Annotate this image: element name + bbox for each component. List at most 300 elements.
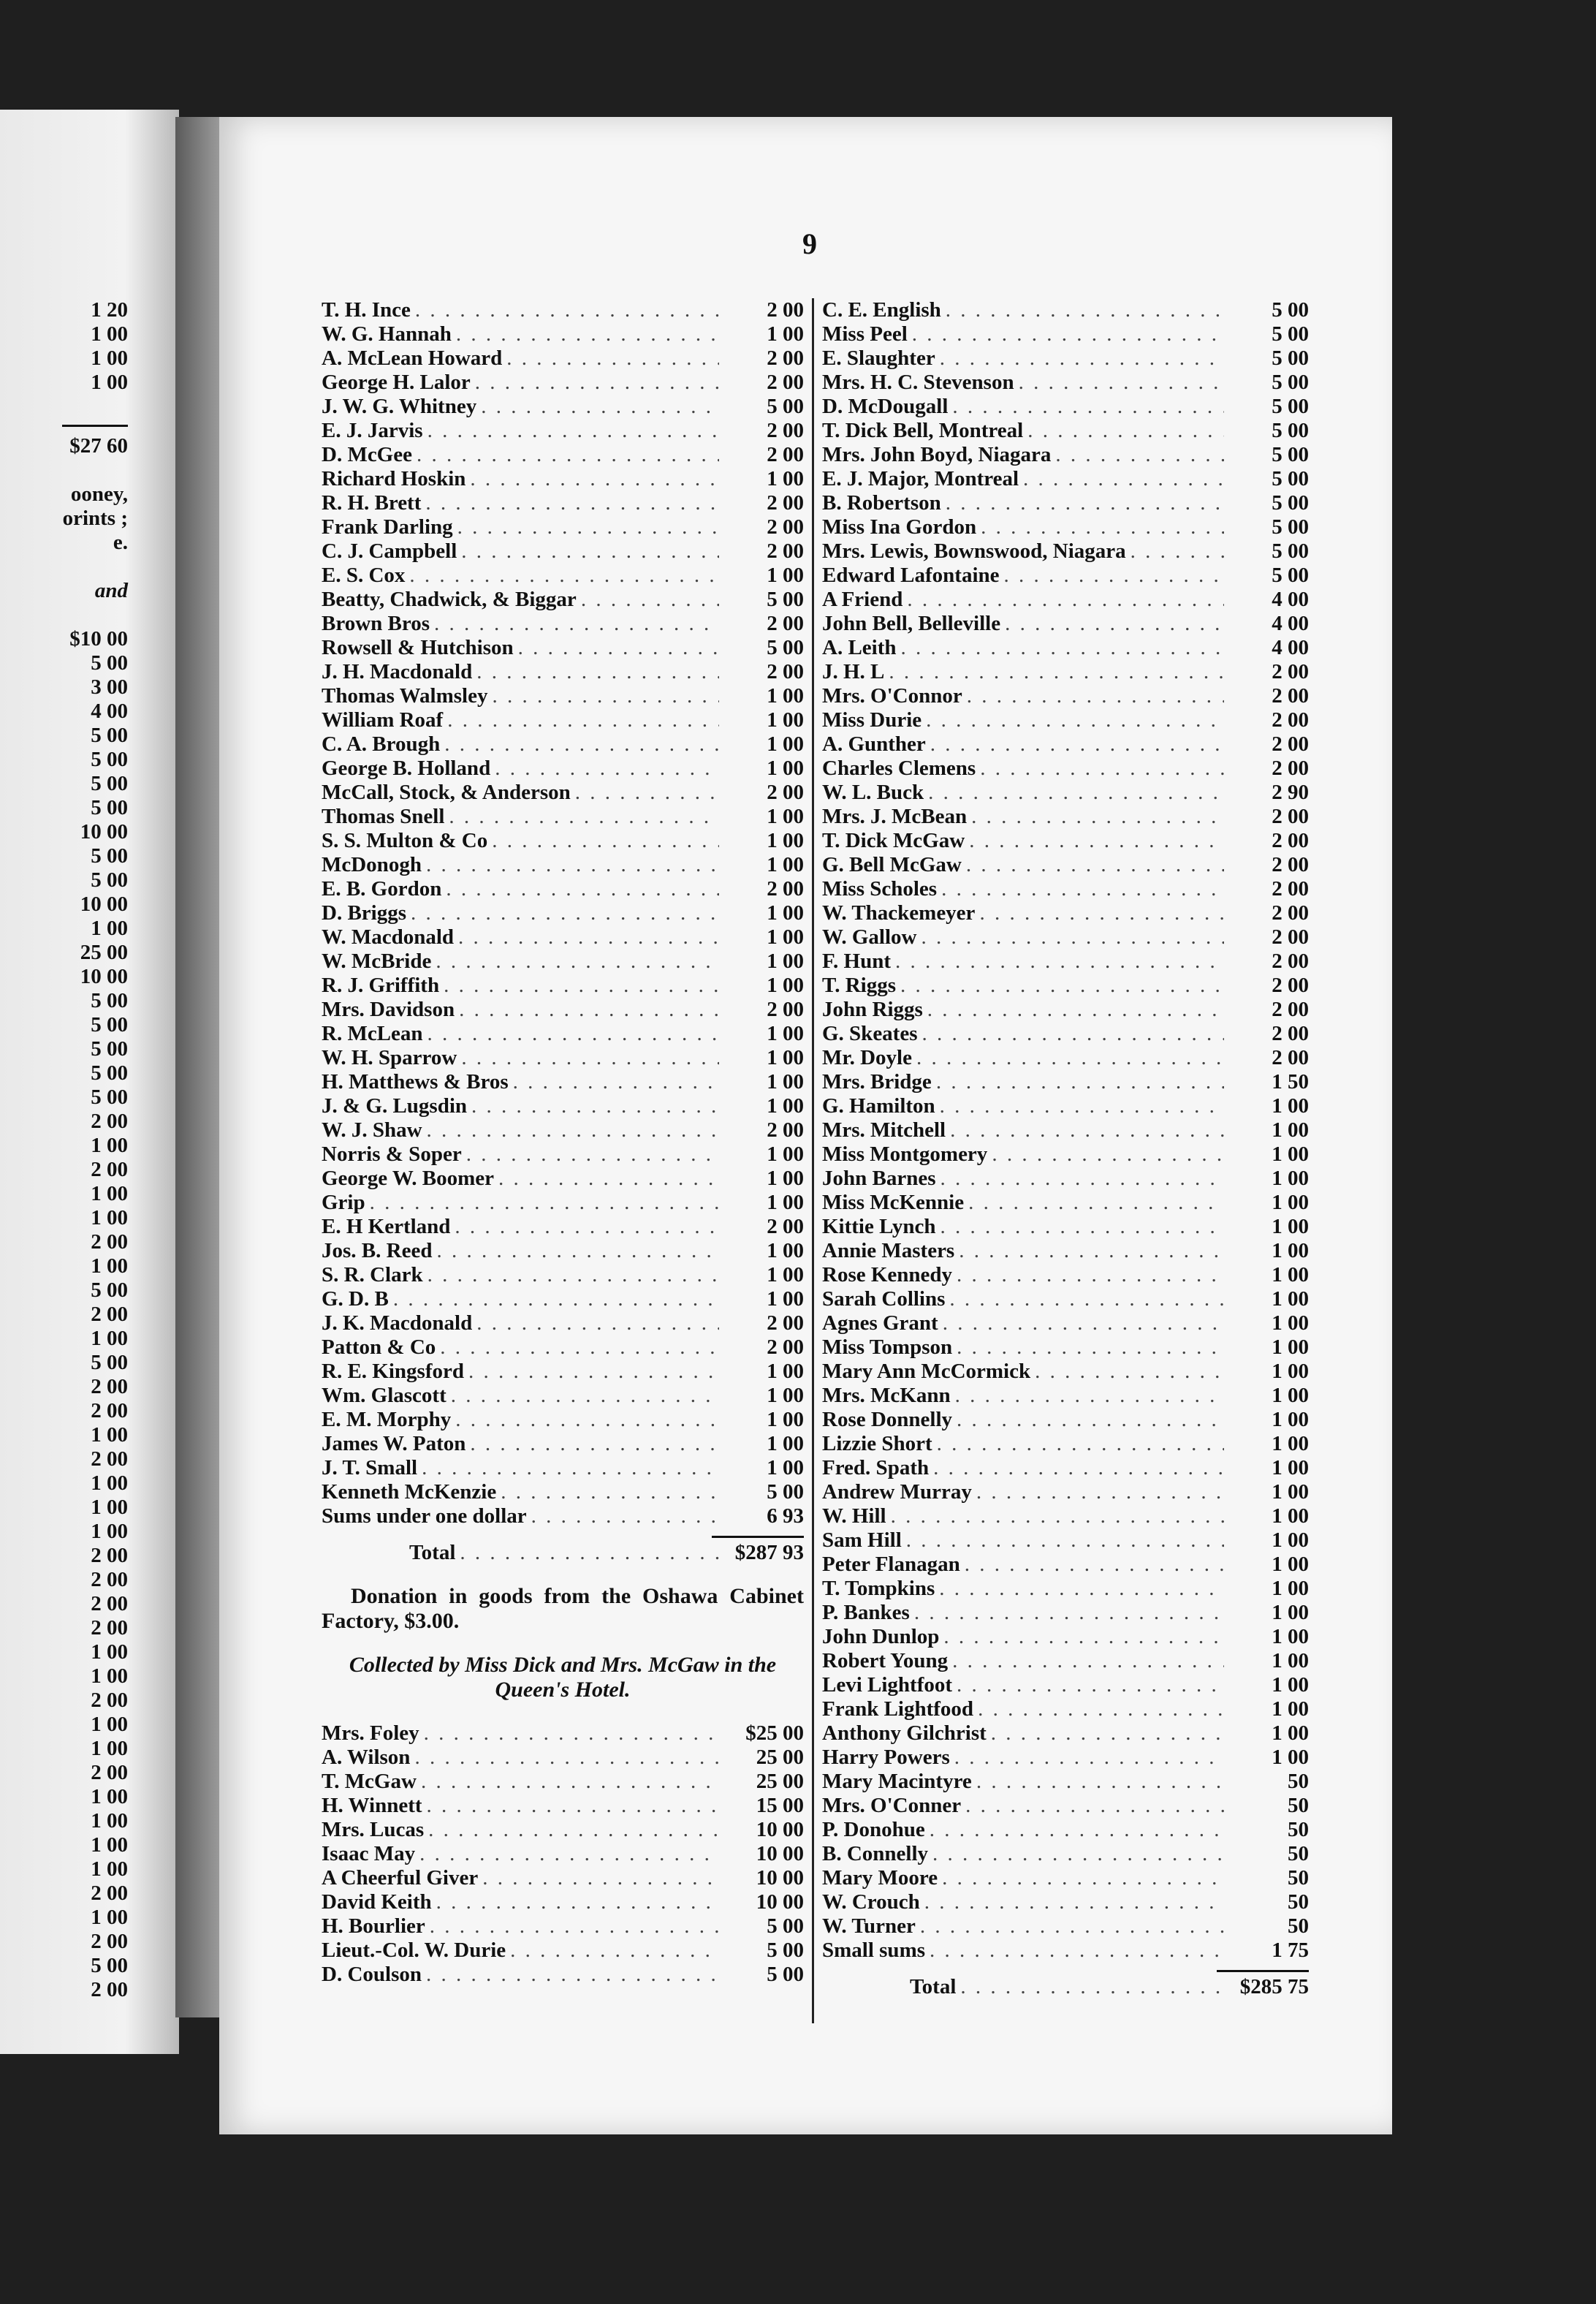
donation-amount: 1 00 — [767, 708, 804, 732]
donor-row — [322, 1480, 804, 1504]
donation-amount: 2 00 — [767, 877, 804, 901]
donor-name: Miss Ina Gordon — [822, 515, 977, 539]
donation-amount: 1 00 — [1272, 1094, 1309, 1118]
donor-name: G. Skeates — [822, 1022, 918, 1045]
donor-name: A. Wilson — [322, 1746, 411, 1769]
donation-amount: 5 00 — [1272, 539, 1309, 563]
donor-name: D. Briggs — [322, 901, 406, 925]
donor-row — [322, 1118, 804, 1142]
fragment-line: ooney, — [70, 482, 128, 506]
leader-dots — [460, 1541, 719, 1565]
donor-row — [322, 1046, 804, 1070]
leader-dots — [891, 1504, 1224, 1528]
donor-row — [822, 732, 1309, 757]
fragment-line: 5 00 — [91, 1085, 128, 1109]
donor-row — [322, 1939, 804, 1963]
leader-dots — [1035, 1360, 1224, 1384]
fragment-line: 2 00 — [91, 1544, 128, 1567]
leader-dots — [444, 732, 719, 757]
fragment-line: 2 00 — [91, 1399, 128, 1422]
leader-dots — [575, 781, 719, 805]
donation-amount: 50 — [1288, 1890, 1309, 1914]
leader-dots — [513, 1070, 719, 1094]
fragment-line: 5 00 — [91, 1061, 128, 1085]
donation-amount: 1 00 — [1272, 1360, 1309, 1383]
donor-row — [322, 1432, 804, 1456]
fragment-line — [62, 603, 128, 627]
donation-amount: 5 00 — [1272, 491, 1309, 515]
donor-row — [322, 1818, 804, 1842]
donor-name: Mary Moore — [822, 1866, 938, 1890]
fragment-line: 2 00 — [91, 1568, 128, 1591]
donor-row — [322, 1287, 804, 1311]
donor-name: G. Hamilton — [822, 1094, 935, 1118]
donor-row — [822, 1191, 1309, 1215]
donation-amount: 1 00 — [1272, 1408, 1309, 1431]
donation-amount: 1 00 — [1272, 1721, 1309, 1745]
donor-name: Thomas Walmsley — [322, 684, 488, 708]
donor-name: Norris & Soper — [322, 1142, 462, 1166]
donor-row — [322, 1215, 804, 1239]
donation-amount: 2 00 — [1272, 1046, 1309, 1069]
donor-name: Miss Montgomery — [822, 1142, 988, 1166]
leader-dots — [518, 636, 719, 660]
fragment-line: 5 00 — [91, 796, 128, 819]
donor-name: John Bell, Belleville — [822, 612, 1001, 635]
leader-dots — [968, 1191, 1224, 1215]
collected-list — [322, 1721, 804, 1987]
leader-dots — [966, 853, 1224, 877]
donor-name: Andrew Murray — [822, 1480, 972, 1504]
donation-amount: 5 00 — [1272, 564, 1309, 587]
donor-name: E. Slaughter — [822, 346, 935, 370]
donation-amount: 2 00 — [767, 298, 804, 322]
leader-dots — [932, 1842, 1224, 1866]
donor-row — [822, 998, 1309, 1022]
donor-row — [322, 877, 804, 901]
fragment-line: 3 00 — [91, 675, 128, 699]
donor-name: T. Riggs — [822, 974, 896, 997]
fragment-line: 1 00 — [91, 1423, 128, 1447]
leader-dots — [957, 1673, 1224, 1697]
donation-amount: 1 00 — [1272, 1142, 1309, 1166]
donation-amount: 2 00 — [767, 443, 804, 466]
column-divider — [812, 298, 814, 2023]
donor-row — [822, 974, 1309, 998]
leader-dots — [930, 1939, 1224, 1963]
leader-dots — [957, 1408, 1224, 1432]
donor-name: Sarah Collins — [822, 1287, 946, 1311]
donor-name: A. Leith — [822, 636, 897, 659]
leader-dots — [492, 829, 719, 853]
donor-name: D. McDougall — [822, 395, 949, 418]
donation-amount: 1 00 — [767, 1142, 804, 1166]
donor-name: Miss Durie — [822, 708, 922, 732]
leader-dots — [492, 684, 719, 708]
donation-amount: 1 50 — [1272, 1070, 1309, 1094]
leader-dots — [900, 974, 1224, 998]
donor-name: H. Matthews & Bros — [322, 1070, 509, 1094]
donor-row — [322, 757, 804, 781]
leader-dots — [393, 1287, 719, 1311]
donor-name: S. S. Multon & Co — [322, 829, 488, 852]
donor-row — [322, 1408, 804, 1432]
leader-dots — [928, 781, 1224, 805]
donor-name: William Roaf — [322, 708, 444, 732]
leader-dots — [421, 1770, 719, 1794]
leader-dots — [950, 1118, 1224, 1142]
sum-rule — [62, 425, 128, 427]
previous-page-fragment — [0, 110, 179, 2054]
fragment-line: e. — [113, 531, 128, 554]
total-label: Total — [409, 1541, 456, 1564]
leader-dots — [933, 1456, 1224, 1480]
donation-amount: 1 00 — [767, 1287, 804, 1311]
donation-amount: 2 00 — [767, 515, 804, 539]
leader-dots — [1055, 443, 1224, 467]
donor-name: Isaac May — [322, 1842, 416, 1865]
donor-name: G. D. B — [322, 1287, 389, 1311]
leader-dots — [495, 757, 719, 781]
donation-amount: 2 00 — [1272, 684, 1309, 708]
donation-amount: 5 00 — [1272, 467, 1309, 490]
donation-amount: $25 00 — [745, 1721, 804, 1745]
donation-amount: 1 00 — [767, 1384, 804, 1407]
donor-row — [822, 1335, 1309, 1360]
donor-name: Lieut.-Col. W. Durie — [322, 1939, 506, 1962]
leader-dots — [914, 1601, 1224, 1625]
fragment-line: 2 00 — [91, 1930, 128, 1953]
donation-amount: 2 00 — [1272, 853, 1309, 876]
leader-dots — [428, 1022, 719, 1046]
donation-amount: 2 00 — [1272, 660, 1309, 683]
donor-row — [322, 395, 804, 419]
leader-dots — [991, 1721, 1224, 1746]
donor-name: Miss Tompson — [822, 1335, 953, 1359]
donation-amount: 1 00 — [1272, 1504, 1309, 1528]
donation-amount: 1 00 — [767, 853, 804, 876]
leader-dots — [425, 491, 719, 515]
donor-name: D. Coulson — [322, 1963, 422, 1986]
donation-amount: 2 00 — [767, 612, 804, 635]
donation-amount: 4 00 — [1272, 588, 1309, 611]
donor-name: W. H. Sparrow — [322, 1046, 457, 1069]
donor-row — [322, 1070, 804, 1094]
donor-name: Mrs. McKann — [822, 1384, 951, 1407]
leader-dots — [930, 732, 1224, 757]
donation-amount: 2 00 — [1272, 925, 1309, 949]
donor-name: Mrs. Lucas — [322, 1818, 425, 1841]
donation-amount: 1 00 — [767, 1046, 804, 1069]
donor-name: A Cheerful Giver — [322, 1866, 479, 1890]
leader-dots — [470, 467, 719, 491]
donation-amount: 1 00 — [767, 1191, 804, 1214]
donation-amount: 1 00 — [1272, 1191, 1309, 1214]
fragment-line: 1 00 — [91, 1833, 128, 1857]
donation-amount: 1 00 — [767, 564, 804, 587]
fragment-line: 1 00 — [91, 1640, 128, 1664]
donor-name: J. H. Macdonald — [322, 660, 473, 683]
donation-amount: 1 00 — [767, 1239, 804, 1262]
donation-amount: 1 00 — [767, 1408, 804, 1431]
donation-amount: 1 00 — [1272, 1480, 1309, 1504]
donor-row — [322, 298, 804, 322]
donor-row — [322, 636, 804, 660]
donor-row — [322, 1963, 804, 1987]
donor-name: George B. Holland — [322, 757, 491, 780]
donor-row — [322, 660, 804, 684]
leader-dots — [979, 901, 1224, 925]
donation-amount: 1 00 — [767, 974, 804, 997]
donation-amount: 1 00 — [1272, 1625, 1309, 1648]
donor-row — [322, 1022, 804, 1046]
donor-row — [322, 612, 804, 636]
donor-name: Anthony Gilchrist — [822, 1721, 987, 1745]
donation-amount: 1 00 — [767, 1432, 804, 1455]
donation-amount: 10 00 — [756, 1818, 804, 1841]
donor-row — [822, 636, 1309, 660]
donation-amount: 2 00 — [1272, 708, 1309, 732]
leader-dots — [455, 1408, 719, 1432]
leader-dots — [451, 1384, 719, 1408]
leader-dots — [475, 371, 719, 395]
leader-dots — [471, 1094, 719, 1118]
donation-amount: 1 00 — [767, 322, 804, 346]
donor-row — [822, 1311, 1309, 1335]
leader-dots — [434, 612, 719, 636]
fragment-line: 2 00 — [91, 1616, 128, 1640]
leader-dots — [430, 1914, 719, 1939]
previous-page-amounts — [62, 298, 128, 2002]
donor-row — [322, 419, 804, 443]
donation-amount: 2 00 — [1272, 901, 1309, 925]
donor-row — [822, 1142, 1309, 1167]
donor-name: Rose Kennedy — [822, 1263, 953, 1286]
leader-dots — [506, 346, 719, 371]
donor-row — [322, 1094, 804, 1118]
donation-amount: 5 00 — [767, 1939, 804, 1962]
leader-dots — [498, 1167, 719, 1191]
donation-amount: 1 00 — [767, 805, 804, 828]
donation-amount: 1 00 — [1272, 1287, 1309, 1311]
donation-amount: 2 00 — [1272, 757, 1309, 780]
donor-name: E. H Kertland — [322, 1215, 451, 1238]
donor-row — [822, 1287, 1309, 1311]
donor-name: A. Gunther — [822, 732, 926, 756]
donor-row — [822, 708, 1309, 732]
donor-name: John Barnes — [822, 1167, 936, 1190]
donation-amount: 5 00 — [1272, 322, 1309, 346]
donation-amount: 1 00 — [1272, 1432, 1309, 1455]
donor-row — [822, 298, 1309, 322]
donor-row — [822, 395, 1309, 419]
leader-dots — [992, 1142, 1224, 1167]
fragment-line: 1 00 — [91, 1471, 128, 1495]
donor-row — [822, 1842, 1309, 1866]
fragment-line: orints ; — [62, 507, 128, 530]
donor-row — [322, 515, 804, 539]
donor-row — [822, 1721, 1309, 1746]
donor-name: Richard Hoskin — [322, 467, 466, 490]
donor-name: David Keith — [322, 1890, 432, 1914]
leader-dots — [482, 1866, 719, 1890]
donation-amount: 1 00 — [1272, 1577, 1309, 1600]
leader-dots — [912, 322, 1224, 346]
leader-dots — [531, 1504, 719, 1528]
leader-dots — [481, 395, 719, 419]
donor-row — [822, 1046, 1309, 1070]
total-rule-right — [1217, 1970, 1309, 1972]
leader-dots — [466, 1142, 719, 1167]
leader-dots — [957, 1335, 1224, 1360]
total-label: Total — [910, 1975, 957, 1998]
donor-name: Mrs. Lewis, Bownswood, Niagara — [822, 539, 1126, 563]
donor-name: R. J. Griffith — [322, 974, 440, 997]
donor-row — [822, 467, 1309, 491]
donor-name: W. Gallow — [822, 925, 917, 949]
leader-dots — [916, 1046, 1224, 1070]
donor-name: W. Thackemeyer — [822, 901, 976, 925]
donation-amount: 1 00 — [767, 901, 804, 925]
donation-amount: 50 — [1288, 1914, 1309, 1938]
leader-dots — [942, 1866, 1224, 1890]
leader-dots — [436, 950, 719, 974]
donation-amount: 5 00 — [1272, 515, 1309, 539]
leader-dots — [981, 515, 1224, 539]
donor-row — [822, 1914, 1309, 1939]
donation-amount: 1 00 — [1272, 1697, 1309, 1721]
leader-dots — [457, 515, 719, 539]
leader-dots — [476, 1311, 719, 1335]
donor-row — [822, 1601, 1309, 1625]
donation-amount: 1 00 — [1272, 1384, 1309, 1407]
fragment-line: 5 00 — [91, 868, 128, 892]
donor-name: F. Hunt — [822, 950, 892, 973]
donor-row — [822, 1553, 1309, 1577]
donation-amount: 5 00 — [767, 1914, 804, 1938]
donor-row — [322, 539, 804, 564]
leader-dots — [1027, 419, 1224, 443]
donor-row — [322, 998, 804, 1022]
leader-dots — [952, 1649, 1224, 1673]
leader-dots — [459, 998, 719, 1022]
donation-amount: 50 — [1288, 1842, 1309, 1865]
donation-amount: 1 00 — [767, 925, 804, 949]
donor-row — [822, 1456, 1309, 1480]
donor-row — [322, 1842, 804, 1866]
donation-amount: 2 00 — [1272, 998, 1309, 1021]
fragment-line — [62, 555, 128, 579]
fragment-line: 2 00 — [91, 1303, 128, 1326]
donor-name: E. M. Morphy — [322, 1408, 452, 1431]
fragment-line: 1 00 — [91, 1496, 128, 1519]
leader-dots — [422, 1456, 719, 1480]
fragment-line: 1 00 — [91, 1206, 128, 1229]
donor-name: A Friend — [822, 588, 903, 611]
donor-name: R. H. Brett — [322, 491, 422, 515]
donation-amount: 2 00 — [1272, 829, 1309, 852]
leader-dots — [419, 1842, 719, 1866]
donor-name: Jos. B. Reed — [322, 1239, 433, 1262]
donor-row — [322, 443, 804, 467]
donor-row — [322, 1721, 804, 1746]
donor-name: Kenneth McKenzie — [322, 1480, 497, 1504]
donor-row — [322, 781, 804, 805]
donation-amount: 2 00 — [1272, 805, 1309, 828]
donor-row — [822, 1167, 1309, 1191]
fragment-line: 1 00 — [91, 322, 128, 346]
donor-name: Rose Donnelly — [822, 1408, 953, 1431]
donor-name: Frank Darling — [322, 515, 453, 539]
donation-amount: 1 00 — [767, 467, 804, 490]
fragment-line: 5 00 — [91, 1013, 128, 1037]
donor-name: Mrs. O'Conner — [822, 1794, 962, 1817]
donor-row — [822, 1118, 1309, 1142]
donation-amount: 25 00 — [756, 1770, 804, 1793]
fragment-line: 1 00 — [91, 1785, 128, 1808]
fragment-line: 2 00 — [91, 1447, 128, 1471]
donor-name: Lizzie Short — [822, 1432, 932, 1455]
fragment-line: 1 00 — [91, 1906, 128, 1929]
fragment-line: 1 00 — [91, 1664, 128, 1688]
donor-name: T. McGaw — [322, 1770, 417, 1793]
donor-name: Beatty, Chadwick, & Biggar — [322, 588, 577, 611]
donor-row — [322, 467, 804, 491]
fragment-line: 2 00 — [91, 1592, 128, 1615]
fragment-line: 10 00 — [80, 820, 128, 844]
donor-list-left — [322, 298, 804, 1528]
leader-dots — [952, 395, 1224, 419]
donation-amount: 10 00 — [756, 1890, 804, 1914]
fragment-line: 1 00 — [91, 1857, 128, 1881]
fragment-line: 1 00 — [91, 1809, 128, 1833]
donor-name: Mrs. H. C. Stevenson — [822, 371, 1014, 394]
fragment-line: $10 00 — [69, 627, 128, 651]
donor-row — [822, 588, 1309, 612]
donor-name: T. H. Ince — [322, 298, 411, 322]
donor-row — [322, 1263, 804, 1287]
donor-name: C. E. English — [822, 298, 941, 322]
donation-amount: 50 — [1288, 1818, 1309, 1841]
donor-row — [822, 322, 1309, 346]
donor-row — [322, 1866, 804, 1890]
donor-name: Annie Masters — [822, 1239, 955, 1262]
donation-amount: 2 90 — [1272, 781, 1309, 804]
donor-name: H. Winnett — [322, 1794, 422, 1817]
fragment-line: 2 00 — [91, 1689, 128, 1712]
fragment-line: 1 00 — [91, 371, 128, 394]
donor-row — [822, 1408, 1309, 1432]
donor-row — [822, 1215, 1309, 1239]
leader-dots — [927, 998, 1224, 1022]
donor-name: J. K. Macdonald — [322, 1311, 473, 1335]
fragment-line — [62, 458, 128, 482]
donor-row — [822, 1794, 1309, 1818]
fragment-line: 5 00 — [91, 651, 128, 675]
donation-amount: 1 00 — [767, 1263, 804, 1286]
donor-name: Mrs. John Boyd, Niagara — [822, 443, 1052, 466]
fragment-line: 2 00 — [91, 1375, 128, 1398]
donor-row — [822, 781, 1309, 805]
leader-dots — [976, 1480, 1224, 1504]
fragment-line: 2 00 — [91, 1978, 128, 2001]
donation-amount: 2 00 — [767, 998, 804, 1021]
donation-amount: 2 00 — [767, 346, 804, 370]
donor-name: Miss Scholes — [822, 877, 938, 901]
fragment-line — [62, 395, 128, 419]
donor-row — [822, 515, 1309, 539]
donor-row — [822, 684, 1309, 708]
